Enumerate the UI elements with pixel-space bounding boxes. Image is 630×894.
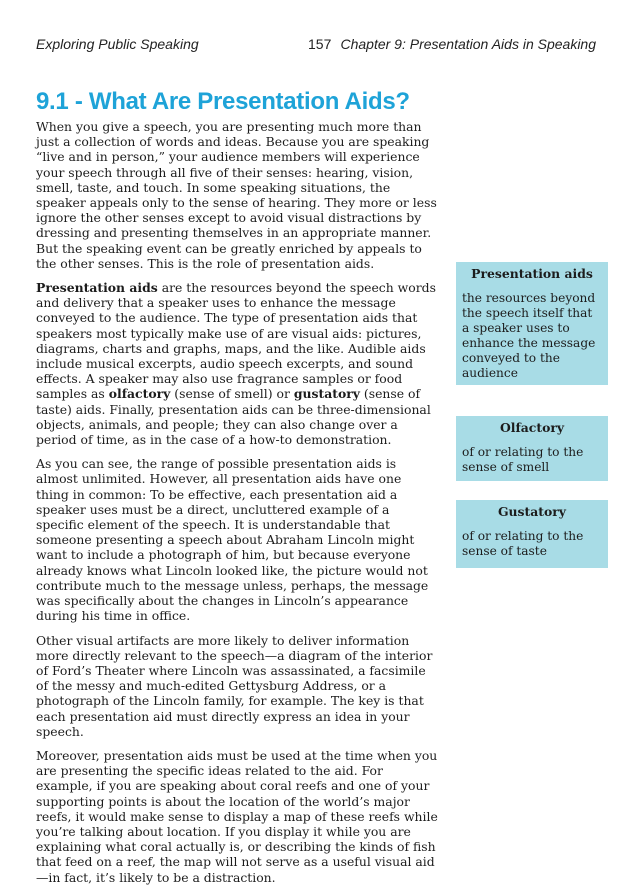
paragraph-definition-text-c: (sense of taste) aids. Finally, presentation aids can be three-dimensional objects, animals, and people; they can also change over a period of time, as in the case of a how-to demonstration. bbox=[36, 386, 431, 448]
running-header bbox=[36, 36, 596, 54]
page-number: 157 bbox=[308, 36, 332, 52]
chapter-title: Chapter 9: Presentation Aids in Speaking bbox=[340, 36, 596, 52]
sidebar-term: Presentation aids bbox=[471, 266, 593, 281]
paragraph-artifacts: Other visual artifacts are more likely to deliver information more directly relevant to the speech—a diagram of the interior of Ford’s Theater where Lincoln was assassinated, a facsimile of the messy and much-edited Gettysburg Address, or a photograph of the Lincoln family, for example. The key is that each presentation aid must directly express an idea in your speech. bbox=[36, 632, 433, 739]
term-olfactory: olfactory bbox=[108, 386, 171, 402]
sidebar-definition: of or relating to the sense of taste bbox=[462, 529, 584, 558]
sidebar-definition-presentation-aids bbox=[456, 262, 608, 385]
paragraph-range: As you can see, the range of possible presentation aids is almost unlimited. However, all presentation aids have one thing in common: To be effective, each presentation aid a speaker uses must be a direct, uncluttered example of a specific element of the speech. It is understandable that someone presenting a speech about Abraham Lincoln might want to include a photograph of him, but because everyone already knows what Lincoln looked like, the picture would not contribute much to the message unless, perhaps, the message was specifically about the changes in Lincoln’s appearance during his time in office. bbox=[36, 456, 429, 624]
book-title: Exploring Public Speaking bbox=[36, 36, 199, 52]
paragraph-intro: When you give a speech, you are presenting much more than just a collection of words and ideas. Because you are speaking “live and in person,” your audience members will experience your speech through all five of their senses: hearing, vision, smell, taste, and touch. In some speaking situations, the speaker appeals only to the sense of hearing. They more or less ignore the other senses except to avoid visual distractions by dressing and presenting themselves in an appropriate manner. But the speaking event can be greatly enriched by appeals to the other senses. This is the role of presentation aids. bbox=[36, 119, 437, 271]
sidebar-definition: the resources beyond the speech itself that a speaker uses to enhance the message conveyed to the audience bbox=[462, 291, 596, 380]
paragraph-definition-text-a: are the resources beyond the speech words and delivery that a speaker uses to enhance the message conveyed to the audience. The type of presentation aids that speakers most typically make use of are visual aids: pictures, diagrams, charts and graphs, maps, and the like. Audible aids include musical excerpts, audio speech excerpts, and sound effects. A speaker may also use fragrance samples or food samples as bbox=[36, 280, 436, 402]
paragraph-definition bbox=[36, 280, 438, 447]
sidebar-definition-olfactory bbox=[456, 416, 608, 481]
main-text-column bbox=[36, 119, 438, 894]
paragraph-definition-text-b: (sense of smell) or bbox=[170, 386, 294, 402]
sidebar-definition: of or relating to the sense of smell bbox=[462, 445, 584, 474]
paragraph-timing: Moreover, presentation aids must be used at the time when you are presenting the specific ideas related to the aid. For example, if you are speaking about coral reefs and one of your supporting points is about the location of the world’s major reefs, it would make sense to display a map of these reefs while you’re talking about location. If you display it while you are explaining what coral actually is, or describing the kinds of fish that feed on a reef, the map will not serve as a useful visual aid—in fact, it’s likely to be a distraction. bbox=[36, 747, 438, 885]
sidebar-definition-gustatory bbox=[456, 500, 608, 568]
section-title: 9.1 - What Are Presentation Aids? bbox=[36, 88, 410, 115]
term-presentation-aids: Presentation aids bbox=[36, 280, 158, 296]
sidebar-term: Gustatory bbox=[497, 504, 567, 519]
term-gustatory: gustatory bbox=[293, 386, 360, 402]
sidebar-term: Olfactory bbox=[499, 420, 565, 435]
